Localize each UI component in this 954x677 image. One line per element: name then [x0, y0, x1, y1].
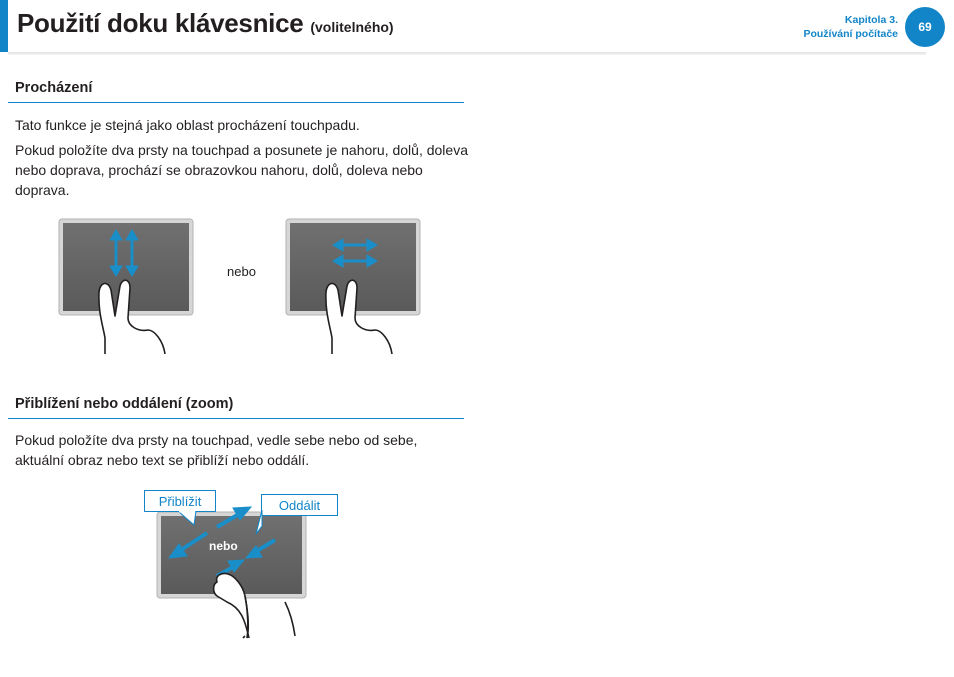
vertical-scroll-figure [58, 218, 196, 356]
paragraph: Pokud položíte dva prsty na touchpad, vedle sebe nebo od sebe, aktuální obraz nebo text se přiblíží nebo oddálí. [15, 432, 418, 468]
chapter-number: Kapitola 3. [844, 14, 898, 26]
header-divider [8, 52, 926, 55]
zoom-out-callout: Oddálit [261, 494, 338, 516]
section-title-zoom: Přiblížení nebo oddálení (zoom) [15, 396, 234, 412]
page-title-main: Použití doku klávesnice [17, 8, 304, 38]
page-number-badge: 69 [905, 7, 945, 47]
chapter-name: Používání počítače [803, 28, 898, 40]
page-title [17, 8, 394, 39]
paragraph: Pokud položíte dva prsty na touchpad a posunete je nahoru, dolů, doleva nebo doprava, prochází se obrazovkou nahoru, dolů, doleva nebo doprava. [15, 142, 468, 198]
section-rule [8, 418, 464, 419]
section-title-scrolling: Procházení [15, 80, 93, 96]
page-title-sub: (volitelného) [310, 19, 394, 35]
zoom-in-callout-pointer [176, 511, 202, 527]
or-label-on-pad: nebo [209, 539, 238, 553]
horizontal-scroll-figure [285, 218, 423, 356]
or-label: nebo [227, 264, 256, 279]
header-accent-bar [0, 0, 8, 52]
section-rule [8, 102, 464, 103]
zoom-in-callout: Přiblížit [144, 490, 216, 512]
chapter-label [803, 13, 898, 41]
zoom-out-callout-pointer [254, 508, 270, 536]
paragraph: Tato funkce je stejná jako oblast procházení touchpadu. [15, 117, 360, 133]
